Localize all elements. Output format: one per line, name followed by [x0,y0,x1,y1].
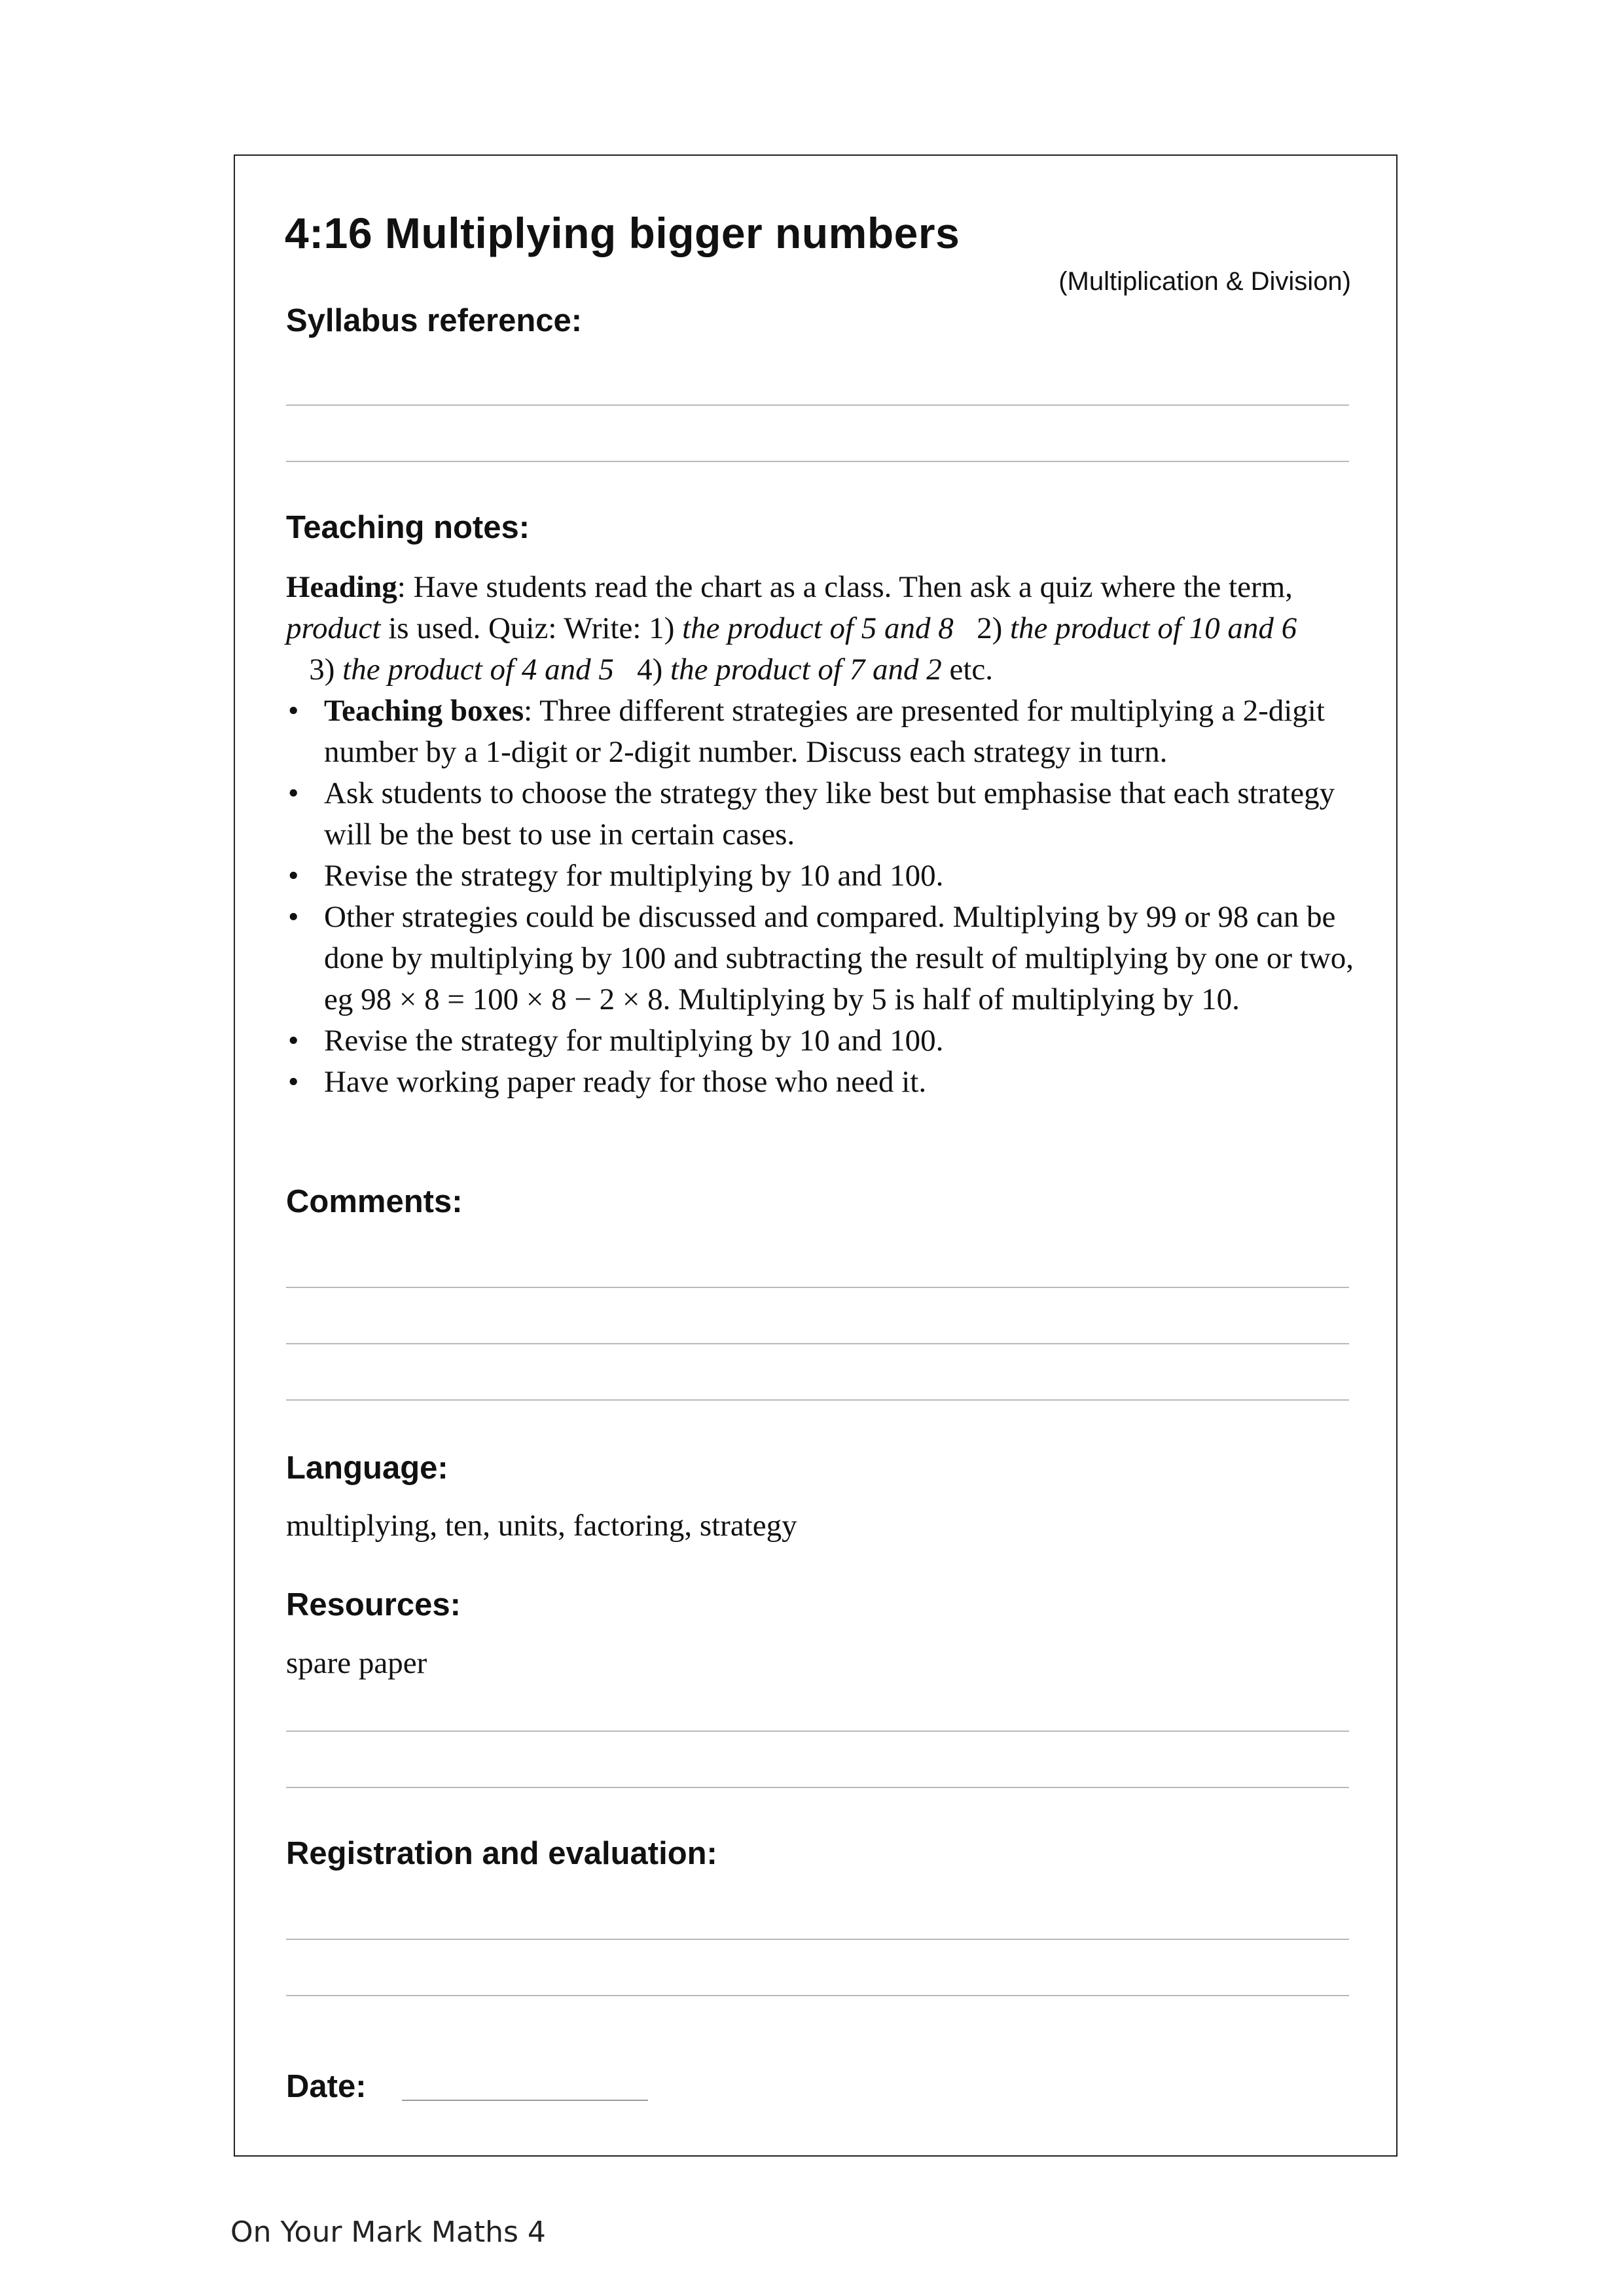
comments-line-1 [286,1287,1349,1288]
page-title: 4:16 Multiplying bigger numbers [285,209,960,257]
registration-heading: Registration and evaluation: [286,1836,717,1871]
comments-line-3 [286,1399,1349,1401]
resources-line-1 [286,1731,1349,1732]
list-item: • Teaching boxes: Three different strategies are presented for multiplying a 2-digit number by a 1-digit or 2-digit number. Discuss each strategy in turn. [286,691,1360,773]
list-item: • Revise the strategy for multiplying by 10 and 100. [286,1020,1360,1062]
teaching-intro: Heading: Have students read the chart as a class. Then ask a quiz where the term, product is used. Quiz: Write: 1) the product of 5 and 8 2) the product of 10 and 6 3) the product of 4 and 5 4) the product of 7 and 2 etc. [286,570,1297,687]
intro-heading-label: Heading [286,570,397,604]
syllabus-line-1 [286,404,1349,406]
teaching-notes-body [286,567,1360,1103]
language-heading: Language: [286,1450,448,1486]
bullet-icon: • [288,859,299,893]
teaching-bullets [286,691,1360,1103]
date-line [402,2100,648,2101]
registration-line-2 [286,1995,1349,1996]
list-item: • Have working paper ready for those who need it. [286,1062,1360,1103]
page-footer: On Your Mark Maths 4 [230,2215,546,2249]
comments-heading: Comments: [286,1184,463,1219]
syllabus-heading: Syllabus reference: [286,303,583,338]
bullet-icon: • [288,776,299,810]
list-item: • Revise the strategy for multiplying by 10 and 100. [286,855,1360,897]
comments-line-2 [286,1343,1349,1344]
syllabus-line-2 [286,461,1349,462]
registration-line-1 [286,1939,1349,1940]
language-text: multiplying, ten, units, factoring, strategy [286,1509,797,1543]
resources-text: spare paper [286,1646,427,1680]
bullet-icon: • [288,900,299,934]
bullet-icon: • [288,1065,299,1099]
resources-heading: Resources: [286,1587,461,1623]
bullet-icon: • [288,1024,299,1058]
page-subtitle: (Multiplication & Division) [1058,267,1351,296]
teaching-notes-heading: Teaching notes: [286,510,530,545]
date-label: Date: [286,2069,367,2104]
list-item: • Other strategies could be discussed and compared. Multiplying by 99 or 98 can be done by multiplying by 100 and subtracting the result of multiplying by one or two, eg 98 × 8 = 100 × 8 − 2 × 8. Multiplying by 5 is half of multiplying by 10. [286,897,1360,1020]
bullet-icon: • [288,694,299,728]
resources-line-2 [286,1787,1349,1788]
list-item: • Ask students to choose the strategy they like best but emphasise that each strategy will be the best to use in certain cases. [286,773,1360,855]
